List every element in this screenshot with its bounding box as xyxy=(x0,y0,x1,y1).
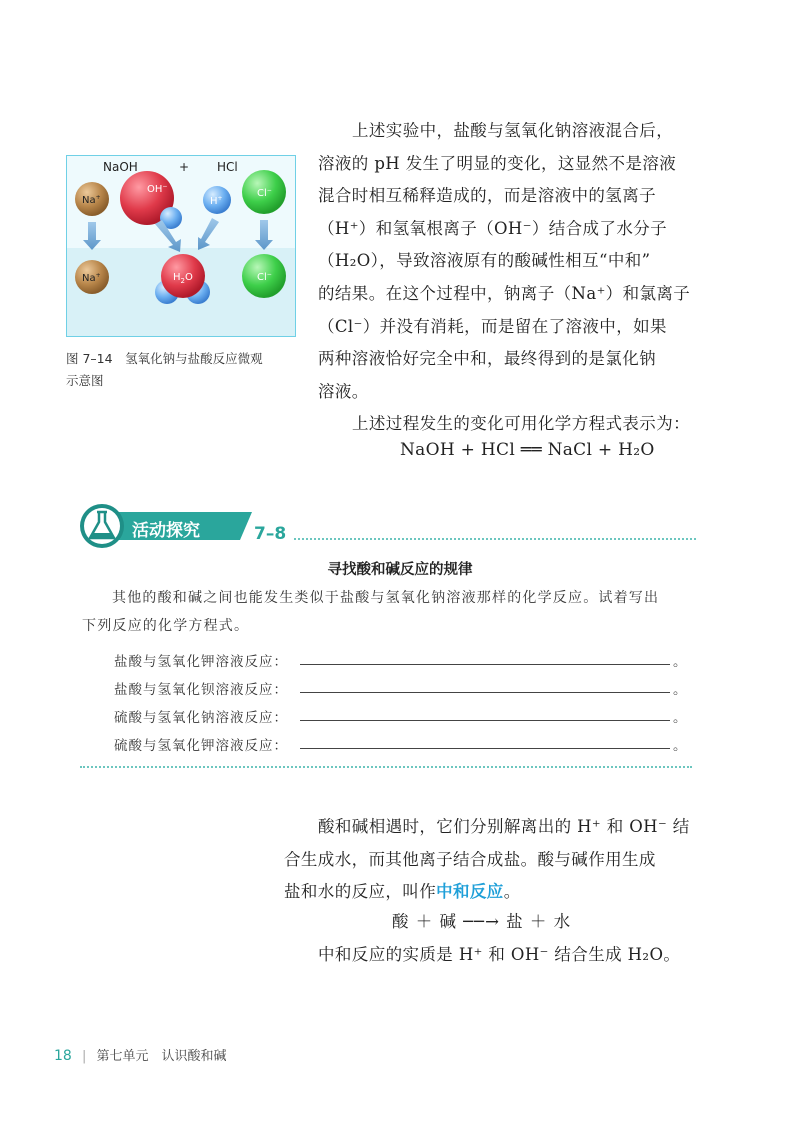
activity-intro xyxy=(82,584,702,640)
water-oxygen xyxy=(161,254,205,298)
arrow-down-icon xyxy=(255,220,273,250)
answer-blank-2[interactable] xyxy=(300,692,670,693)
exercise-label: 硫酸与氢氧化钠溶液反应： xyxy=(114,710,288,726)
water-label: $H_2O$ xyxy=(173,272,193,285)
paragraph-line: 混合时相互稀释造成的，而是溶液中的氢离子 xyxy=(318,186,656,206)
intro-line: 其他的酸和碱之间也能发生类似于盐酸与氢氧化钠溶液那样的化学反应。试着写出 xyxy=(112,590,660,606)
summary-line xyxy=(284,876,724,909)
paragraph-line: 上述过程发生的变化可用化学方程式表示为： xyxy=(352,414,690,434)
paragraph-line: 两种溶液恰好完全中和，最终得到的是氯化钠 xyxy=(318,349,656,369)
reaction-diagram-svg xyxy=(67,156,295,336)
essence-line: 中和反应的实质是 H⁺ 和 OH⁻ 结合生成 H₂O。 xyxy=(318,945,681,964)
neutralization-keyword: 中和反应 xyxy=(436,882,504,902)
answer-blank-1[interactable] xyxy=(300,664,670,665)
exercise-end-mark: 。 xyxy=(673,682,688,698)
answer-blank-3[interactable] xyxy=(300,720,670,721)
reaction-diagram xyxy=(66,155,296,337)
activity-top-divider xyxy=(294,538,696,540)
summary-line: 合生成水，而其他离子结合成盐。酸与碱作用生成 xyxy=(284,849,656,869)
paragraph-line: 溶液。 xyxy=(318,381,369,401)
chloride-label-top: Cl− xyxy=(257,187,272,199)
plus-label: + xyxy=(179,160,190,174)
activity-title: 寻找酸和碱反应的规律 xyxy=(327,562,473,578)
arrow-down-icon xyxy=(83,222,101,250)
exercise-end-mark: 。 xyxy=(673,654,688,670)
word-equation: 酸 ＋ 碱 ──→ 盐 ＋ 水 xyxy=(392,912,572,931)
arrow-diagonal-icon xyxy=(198,218,219,250)
exercise-label: 盐酸与氢氧化钡溶液反应： xyxy=(114,682,288,698)
explanation-paragraph xyxy=(318,115,718,441)
paragraph-line: 溶液的 pH 发生了明显的变化，这显然不是溶液 xyxy=(318,153,677,173)
hydrogen-ion-label: H+ xyxy=(210,195,223,207)
paragraph-line: 的结果。在这个过程中，钠离子（Na⁺）和氯离子 xyxy=(318,283,691,303)
exercise-end-mark: 。 xyxy=(673,738,688,754)
chemical-equation: NaOH + HCl ══ NaCl + H₂O xyxy=(400,440,655,460)
caption-line: 示意图 xyxy=(66,373,104,388)
activity-bottom-divider xyxy=(80,766,692,768)
intro-line: 下列反应的化学方程式。 xyxy=(82,618,250,634)
hcl-label: HCl xyxy=(217,160,238,174)
page-footer xyxy=(54,1045,227,1064)
naoh-label: NaOH xyxy=(103,160,138,174)
exercise-label: 盐酸与氢氧化钾溶液反应： xyxy=(114,654,288,670)
page-number: 18 xyxy=(54,1048,72,1064)
paragraph-line: （H₂O），导致溶液原有的酸碱性相互“中和” xyxy=(318,251,651,271)
chloride-label-bottom: Cl− xyxy=(257,271,272,283)
hydroxide-label: OH− xyxy=(147,183,168,195)
paragraph-line: （Cl⁻）并没有消耗，而是留在了溶液中，如果 xyxy=(318,316,667,336)
sodium-label-top: Na+ xyxy=(82,194,101,206)
summary-paragraph xyxy=(284,811,724,909)
figure-caption xyxy=(66,348,296,392)
sodium-label-bottom: Na+ xyxy=(82,272,101,284)
paragraph-line: （H⁺）和氢氧根离子（OH⁻）结合成了水分子 xyxy=(318,218,668,238)
exercise-label: 硫酸与氢氧化钾溶液反应： xyxy=(114,738,288,754)
unit-title: 第七单元 认识酸和碱 xyxy=(96,1049,227,1064)
paragraph-line: 上述实验中，盐酸与氢氧化钠溶液混合后， xyxy=(352,121,674,140)
caption-line: 图 7–14 氢氧化钠与盐酸反应微观 xyxy=(66,351,263,366)
activity-number: 7–8 xyxy=(254,524,287,544)
activity-label: 活动探究 xyxy=(132,521,200,541)
exercise-end-mark: 。 xyxy=(673,710,688,726)
answer-blank-4[interactable] xyxy=(300,748,670,749)
summary-text: 盐和水的反应，叫作 xyxy=(284,882,437,902)
summary-line: 酸和碱相遇时，它们分别解离出的 H⁺ 和 OH⁻ 结 xyxy=(318,817,690,836)
summary-text: 。 xyxy=(503,882,521,902)
activity-header xyxy=(76,500,696,550)
footer-divider: | xyxy=(81,1049,87,1064)
